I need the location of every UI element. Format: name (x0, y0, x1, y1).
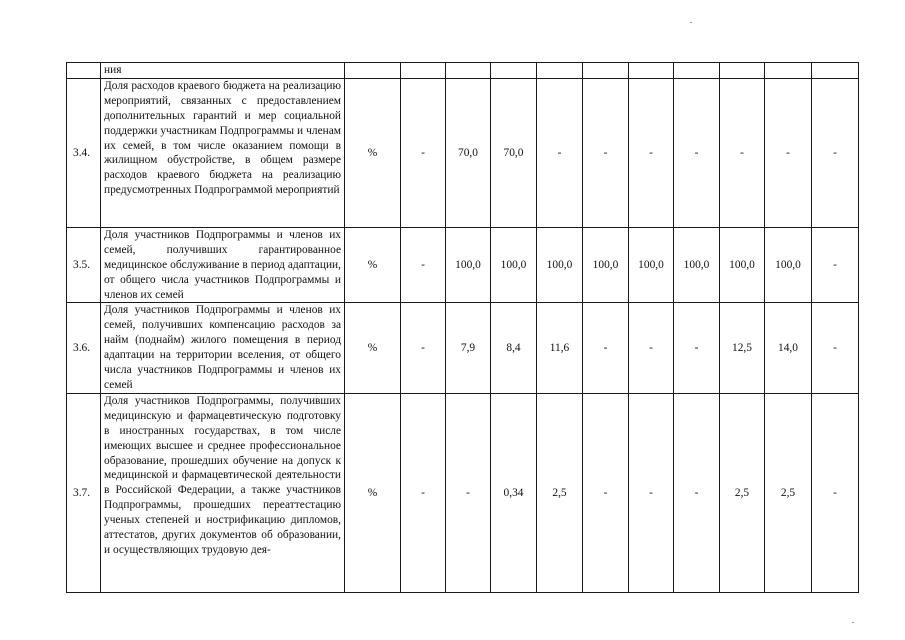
row-number (67, 63, 101, 79)
value-cell: - (401, 227, 446, 303)
value-cell (765, 63, 812, 79)
value-cell: 11,6 (537, 303, 583, 393)
value-cell: - (583, 78, 629, 227)
row-number: 3.6. (67, 303, 101, 393)
value-cell: - (812, 393, 859, 592)
indicator-description: Доля участников Подпрограммы и членов их семей, получивших компенсацию расходов за найм (поднайм) жилого помещения в период адаптации на территории вселения, от общего числа участников Подпрограммы и членов их семей (101, 303, 345, 393)
value-cell: 100,0 (674, 227, 720, 303)
value-cell: 100,0 (446, 227, 491, 303)
row-number: 3.4. (67, 78, 101, 227)
table-row (67, 63, 859, 79)
value-cell: 12,5 (720, 303, 765, 393)
value-cell: - (401, 393, 446, 592)
value-cell: 100,0 (537, 227, 583, 303)
value-cell: 100,0 (629, 227, 674, 303)
value-cell: - (583, 393, 629, 592)
value-cell: 2,5 (537, 393, 583, 592)
value-cell: 2,5 (765, 393, 812, 592)
value-cell (720, 63, 765, 79)
value-cell: - (629, 393, 674, 592)
value-cell (401, 63, 446, 79)
value-cell: 100,0 (720, 227, 765, 303)
unit-cell (345, 63, 401, 79)
value-cell: - (765, 78, 812, 227)
row-number: 3.5. (67, 227, 101, 303)
indicator-description: Доля участников Подпрограммы и членов их семей, получивших гарантированное медицинское обслуживание в период адаптации, от общего числа участников Подпрограммы и членов их семей (101, 227, 345, 303)
value-cell: 100,0 (583, 227, 629, 303)
value-cell: 100,0 (765, 227, 812, 303)
value-cell: - (674, 393, 720, 592)
value-cell (629, 63, 674, 79)
table-row (67, 303, 859, 393)
table-row (67, 227, 859, 303)
value-cell: - (446, 393, 491, 592)
value-cell: - (583, 303, 629, 393)
table-row (67, 78, 859, 227)
table-row (67, 393, 859, 592)
value-cell (537, 63, 583, 79)
row-number: 3.7. (67, 393, 101, 592)
value-cell (446, 63, 491, 79)
value-cell: - (674, 78, 720, 227)
indicator-description: Доля расходов краевого бюджета на реализацию мероприятий, связанных с предоставлением дополнительных гарантий и мер социальной поддержки участникам Подпрограммы и членам их семей, в том числе оказанием помощи в жилищном обустройстве, в общем размере расходов краевого бюджета на реализацию предусмотренных Подпрограммой мероприятий (101, 78, 345, 227)
value-cell: - (812, 227, 859, 303)
value-cell: 7,9 (446, 303, 491, 393)
value-cell: - (720, 78, 765, 227)
value-cell: - (629, 78, 674, 227)
value-cell: - (812, 303, 859, 393)
value-cell: 2,5 (720, 393, 765, 592)
unit-cell: % (345, 227, 401, 303)
unit-cell: % (345, 78, 401, 227)
value-cell (674, 63, 720, 79)
value-cell: - (401, 303, 446, 393)
unit-cell: % (345, 393, 401, 592)
value-cell: - (537, 78, 583, 227)
value-cell: - (629, 303, 674, 393)
value-cell: 70,0 (491, 78, 537, 227)
indicators-table (66, 62, 859, 593)
unit-cell: % (345, 303, 401, 393)
value-cell: 14,0 (765, 303, 812, 393)
value-cell: - (674, 303, 720, 393)
scan-speck (852, 622, 854, 623)
value-cell (583, 63, 629, 79)
value-cell (812, 63, 859, 79)
value-cell: - (401, 78, 446, 227)
indicator-description: ния (101, 63, 345, 79)
value-cell: 100,0 (491, 227, 537, 303)
value-cell (491, 63, 537, 79)
value-cell: - (812, 78, 859, 227)
scan-speck (690, 22, 692, 23)
value-cell: 0,34 (491, 393, 537, 592)
value-cell: 8,4 (491, 303, 537, 393)
indicator-description: Доля участников Подпрограммы, получивших медицинскую и фармацевтическую подготовку в иностранных государствах, в том числе имеющих высшее и среднее профессиональное образование, прошедших обучение на допуск к медицинской и фармацевтической деятельности в Российской Федерации, а также участников Подпрограммы, прошедших переаттестацию ученых степеней и нострификацию дипломов, аттестатов, других документов об образовании, и осуществляющих трудовую дея- (101, 393, 345, 592)
value-cell: 70,0 (446, 78, 491, 227)
